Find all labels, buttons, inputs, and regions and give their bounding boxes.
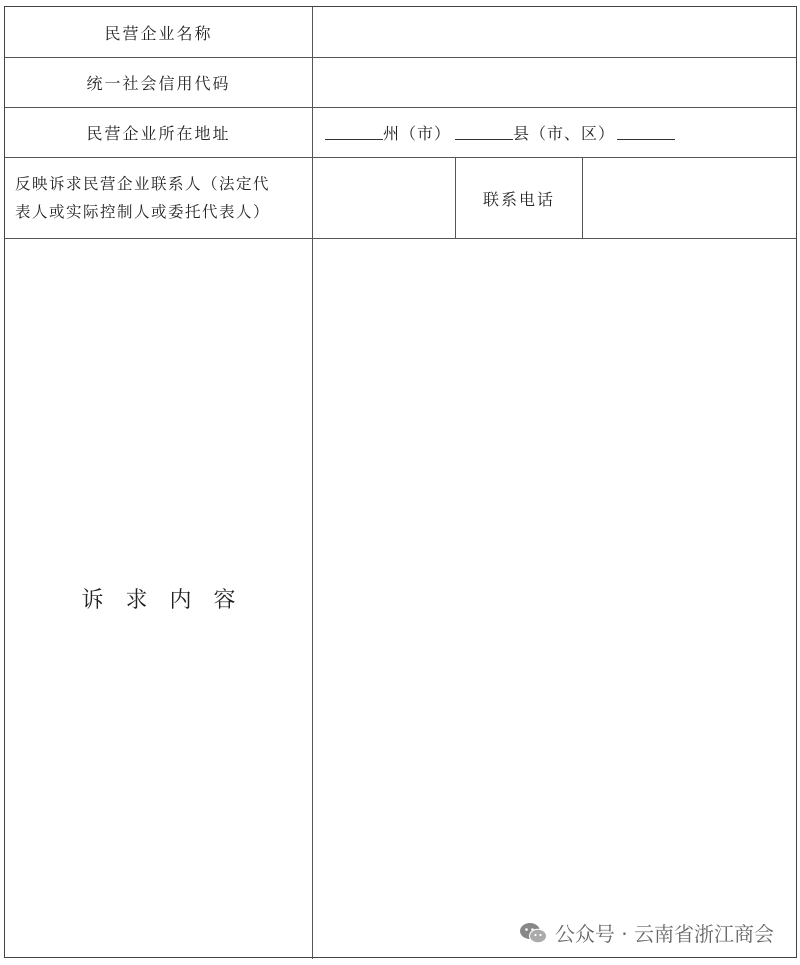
enterprise-name-label-cell bbox=[5, 7, 312, 57]
county-suffix: 县（市、区） bbox=[513, 124, 616, 143]
contact-person-field[interactable] bbox=[313, 158, 455, 238]
appeal-content-field[interactable] bbox=[313, 239, 796, 957]
phone-label-cell bbox=[456, 158, 582, 238]
contact-person-label-line2: 表人或实际控制人或委托代表人） bbox=[15, 203, 271, 221]
address-label: 民营企业所在地址 bbox=[86, 124, 231, 143]
wechat-icon bbox=[519, 922, 547, 944]
credit-code-field[interactable] bbox=[313, 58, 796, 107]
detail-address-blank[interactable] bbox=[617, 125, 675, 140]
prefecture-suffix: 州（市） bbox=[383, 124, 452, 143]
appeal-content-char: 诉 bbox=[81, 587, 104, 613]
appeal-content-char: 内 bbox=[169, 587, 192, 613]
credit-code-label-cell bbox=[5, 58, 312, 107]
phone-field[interactable] bbox=[583, 158, 796, 238]
watermark-text: 公众号 · 云南省浙江商会 bbox=[554, 922, 774, 946]
county-blank[interactable] bbox=[455, 125, 513, 140]
appeal-content-char: 求 bbox=[125, 587, 148, 613]
prefecture-blank[interactable] bbox=[325, 125, 383, 140]
contact-person-label-cell bbox=[5, 158, 312, 238]
address-label-cell bbox=[5, 108, 312, 157]
enterprise-name-field[interactable] bbox=[313, 7, 796, 57]
contact-person-label-line1: 反映诉求民营企业联系人（法定代 bbox=[15, 175, 271, 193]
appeal-content-label-cell bbox=[5, 239, 312, 957]
appeal-form-table bbox=[4, 6, 797, 958]
phone-label: 联系电话 bbox=[482, 189, 555, 209]
address-field[interactable] bbox=[313, 108, 796, 157]
appeal-content-char: 容 bbox=[213, 587, 236, 613]
watermark bbox=[519, 918, 774, 947]
credit-code-label: 统一社会信用代码 bbox=[86, 74, 231, 93]
enterprise-name-label: 民营企业名称 bbox=[104, 23, 213, 43]
